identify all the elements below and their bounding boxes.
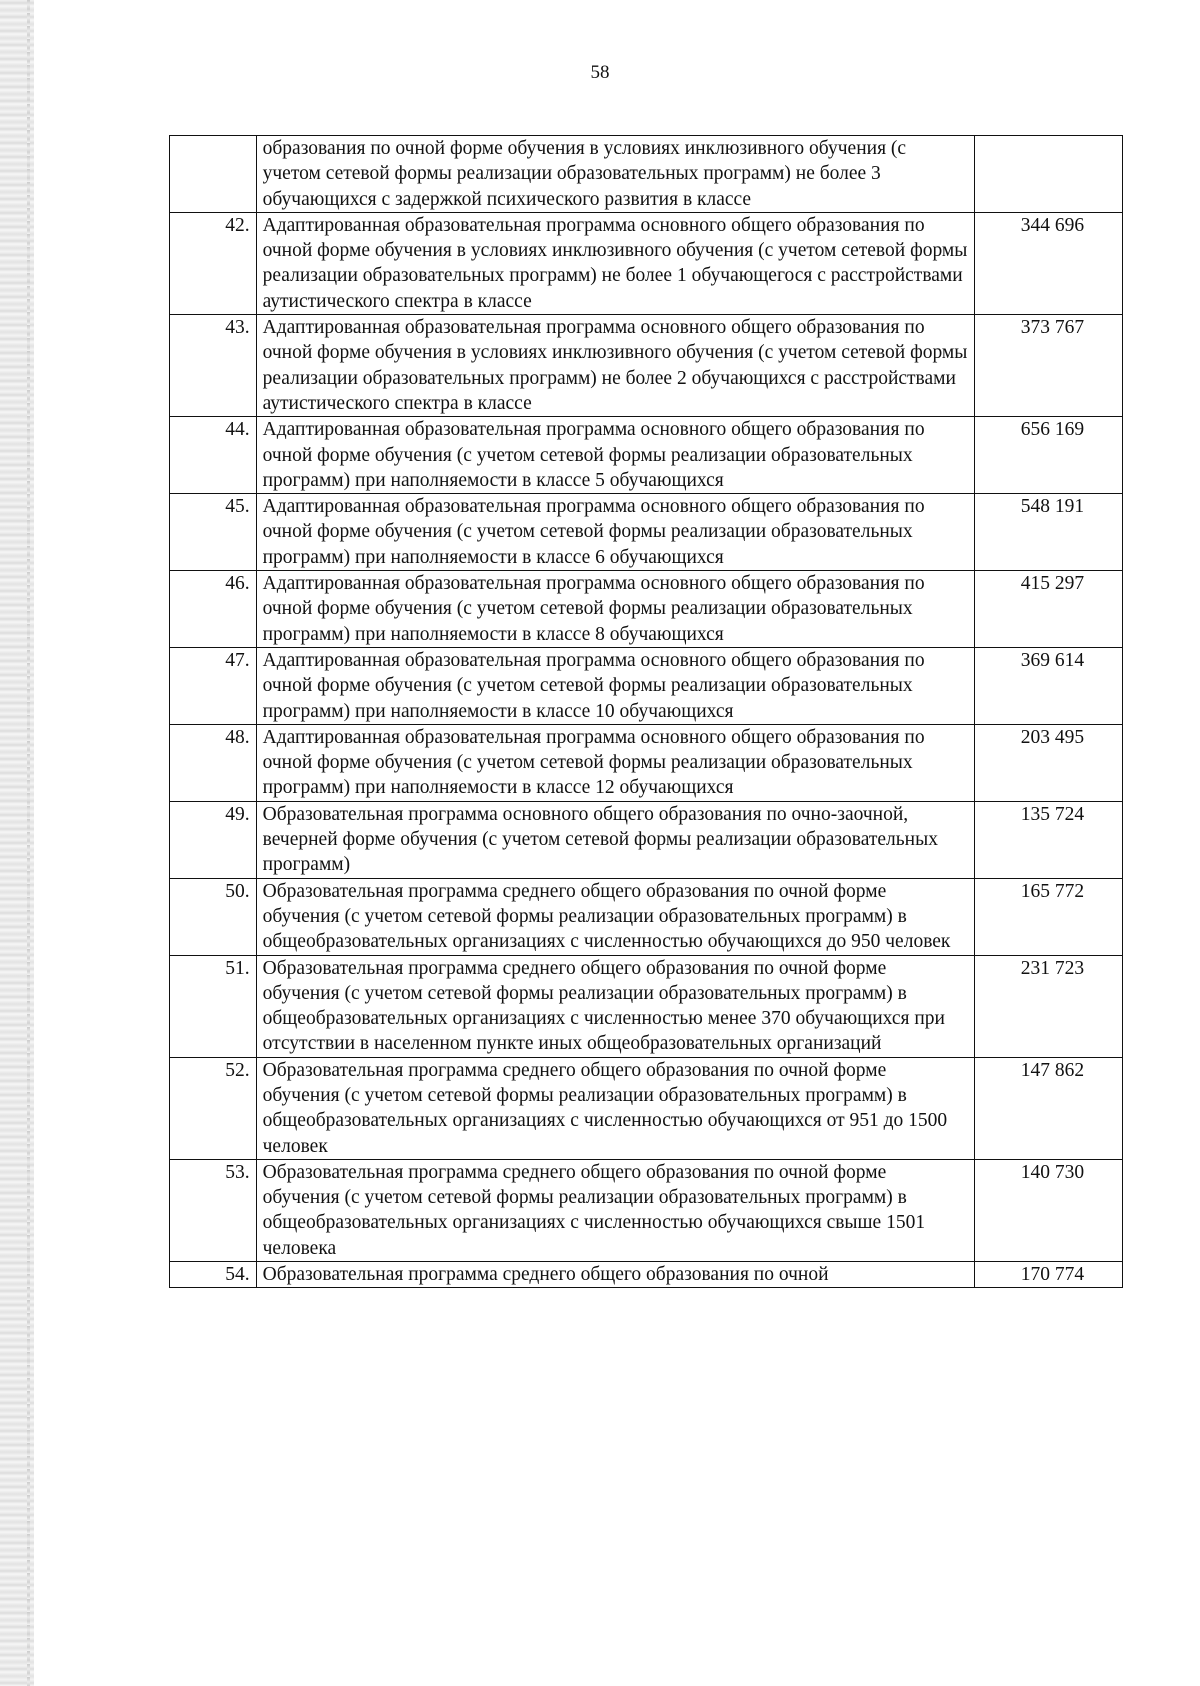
cost-value-cell (974, 212, 1122, 314)
program-description: Адаптированная образовательная программа основного общего образования по очной форме обучения (с учетом сетевой формы реализации образовательных программ) при наполняемости в классе 5 обучающихся (256, 417, 974, 494)
table-row (170, 1262, 1123, 1288)
cost-value-cell (974, 801, 1122, 878)
row-number: 51. (170, 955, 257, 1057)
row-number: 42. (170, 212, 257, 314)
row-number: 53. (170, 1159, 257, 1261)
cost-value: 369 614 (1020, 649, 1085, 671)
row-number: 52. (170, 1057, 257, 1159)
cost-value-cell (974, 1159, 1122, 1261)
cost-value: 170 774 (1020, 1264, 1085, 1286)
cost-value: 203 495 (1020, 726, 1085, 748)
row-number: 45. (170, 494, 257, 571)
program-description: Образовательная программа среднего общего образования по очной форме обучения (с учетом сетевой формы реализации образовательных программ) в общеобразовательных организациях с численностью менее 370 обучающихся при отсутствии в населенном пункте иных общеобразовательных организаций (256, 955, 974, 1057)
program-description: Адаптированная образовательная программа основного общего образования по очной форме обучения (с учетом сетевой формы реализации образовательных программ) при наполняемости в классе 12 обучающихся (256, 724, 974, 801)
page-number: 58 (590, 62, 610, 83)
cost-value: 548 191 (1020, 496, 1085, 518)
program-description: Образовательная программа среднего общего образования по очной форме обучения (с учетом сетевой формы реализации образовательных программ) в общеобразовательных организациях с численностью обучающихся от 951 до 1500 человек (256, 1057, 974, 1159)
program-description: Образовательная программа основного общего образования по очно-заочной, вечерней форме обучения (с учетом сетевой формы реализации образовательных программ) (256, 801, 974, 878)
row-number: 49. (170, 801, 257, 878)
cost-value-cell (974, 1262, 1122, 1288)
table-row (170, 878, 1123, 955)
table-row (170, 494, 1123, 571)
cost-value: 373 767 (1020, 317, 1085, 339)
row-number: 43. (170, 315, 257, 417)
program-description: Образовательная программа среднего общего образования по очной форме обучения (с учетом сетевой формы реализации образовательных программ) в общеобразовательных организациях с численностью обучающихся до 950 человек (256, 878, 974, 955)
table-row (170, 1057, 1123, 1159)
cost-value: 415 297 (1020, 573, 1085, 595)
program-description: Адаптированная образовательная программа основного общего образования по очной форме обучения (с учетом сетевой формы реализации образовательных программ) при наполняемости в классе 6 обучающихся (256, 494, 974, 571)
table-row (170, 571, 1123, 648)
row-number: 54. (170, 1262, 257, 1288)
cost-value-cell (974, 494, 1122, 571)
program-description: Образовательная программа среднего общего образования по очной форме обучения (с учетом сетевой формы реализации образовательных программ) в общеобразовательных организациях с численностью обучающихся свыше 1501 человека (256, 1159, 974, 1261)
table-row (170, 1159, 1123, 1261)
cost-value-cell (974, 1057, 1122, 1159)
cost-value: 231 723 (1020, 957, 1085, 979)
program-description: Адаптированная образовательная программа основного общего образования по очной форме обучения в условиях инклюзивного обучения (с учетом сетевой формы реализации образовательных программ) не более 1 обучающегося с расстройствами аутистического спектра в классе (256, 212, 974, 314)
table-row (170, 315, 1123, 417)
table-row (170, 955, 1123, 1057)
cost-value: 165 772 (1020, 880, 1085, 902)
program-description: Адаптированная образовательная программа основного общего образования по очной форме обучения (с учетом сетевой формы реализации образовательных программ) при наполняемости в классе 10 обучающихся (256, 647, 974, 724)
cost-value-cell (974, 571, 1122, 648)
program-description: Адаптированная образовательная программа основного общего образования по очной форме обучения в условиях инклюзивного обучения (с учетом сетевой формы реализации образовательных программ) не более 2 обучающихся с расстройствами аутистического спектра в классе (256, 315, 974, 417)
cost-value: 140 730 (1020, 1161, 1085, 1183)
cost-value-cell (974, 724, 1122, 801)
table-row (170, 136, 1123, 213)
cost-value-cell (974, 315, 1122, 417)
program-description: Адаптированная образовательная программа основного общего образования по очной форме обучения (с учетом сетевой формы реализации образовательных программ) при наполняемости в классе 8 обучающихся (256, 571, 974, 648)
row-number: 44. (170, 417, 257, 494)
program-description: Образовательная программа среднего общего образования по очной (256, 1262, 974, 1288)
row-number: 48. (170, 724, 257, 801)
cost-value-cell (974, 647, 1122, 724)
cost-value: 656 169 (1020, 419, 1085, 441)
program-description: образования по очной форме обучения в условиях инклюзивного обучения (с учетом сетевой формы реализации образовательных программ) не более 3 обучающихся с задержкой психического развития в классе (256, 136, 974, 213)
table-row (170, 417, 1123, 494)
cost-value: 344 696 (1020, 214, 1085, 236)
table-row (170, 724, 1123, 801)
cost-value: 135 724 (1020, 803, 1085, 825)
row-number: 47. (170, 647, 257, 724)
table-row (170, 801, 1123, 878)
table-row (170, 212, 1123, 314)
row-number: 50. (170, 878, 257, 955)
cost-value-cell (974, 417, 1122, 494)
table-row (170, 647, 1123, 724)
row-number: 46. (170, 571, 257, 648)
cost-value-cell (974, 136, 1122, 213)
cost-value: 147 862 (1020, 1059, 1085, 1081)
funding-table (169, 135, 1123, 1288)
scan-edge-artifact (0, 0, 34, 1686)
cost-value-cell (974, 955, 1122, 1057)
cost-value-cell (974, 878, 1122, 955)
row-number (170, 136, 257, 213)
